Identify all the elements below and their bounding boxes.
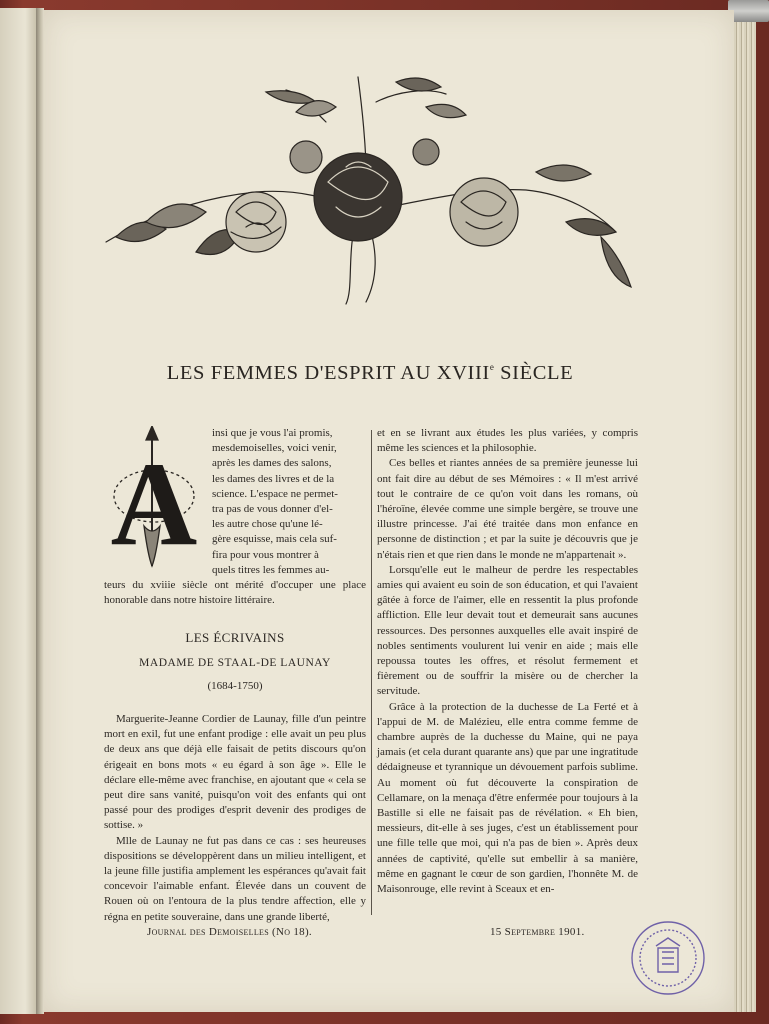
left-column <box>104 426 366 925</box>
left-page-edge <box>0 8 36 1014</box>
intro-tail: teurs du xviiie siècle ont mérité d'occuper une place honorable dans notre histoire littéraire. <box>104 579 366 607</box>
body-paragraph: et en se livrant aux études les plus variées, y compris même les sciences et la philosophie. <box>377 427 638 455</box>
title-end: SIÈCLE <box>494 362 574 384</box>
intro-line: après les dames des salons, <box>212 457 332 470</box>
intro-line: les dames des livres et de la <box>212 472 335 485</box>
intro-line: insi que je vous l'ai promis, <box>212 427 333 439</box>
library-stamp-icon <box>628 918 708 998</box>
intro-line: quels titres les femmes au- <box>212 563 330 576</box>
column-divider <box>371 430 372 915</box>
page-edges <box>734 12 756 1012</box>
body-paragraph: Lorsqu'elle eut le malheur de perdre les respectables amies qui avaient eu soin de son éducation, et qui l'avaient gâtée à force de l'aimer, elle en ressentit la plus profonde affliction. Elle leur devait tout et demeurait sans aucunes ressources. Des personnes auxquelles elle avait inspiré de nobles sentiments voulurent lui venir en aide ; mais elle repoussa toutes les offres, et résolut fermement et fièrement ou de souffrir la misère ou de chercher la servitude. <box>377 563 638 698</box>
title-superscript: e <box>489 362 495 372</box>
intro-line: les autre chose qu'une lé- <box>212 518 323 531</box>
body-paragraph: Grâce à la protection de la duchesse de La Ferté et à l'appui de M. de Malézieu, elle entra comme femme de chambre auprès de la duchesse du Maine, qui ne paya jamais (et cela durant quarante ans) que par une ingratitude dédaigneuse et tyrannique un dévouement parfois sublime. Au moment où fut découverte la conspiration de Cellamare, on la menaça d'être enfermée pour toujours à la Bastille si elle ne faisait pas de révélation. « Eh bien, messieurs, dit-elle à ses juges, c'est un établissement pour une fille telle que moi, qui n'a pas de bien ». Après deux années de captivité, qu'elle sut embellir à sa manière, même en gagnant le cœur de son gardien, l'honnête M. de Maisonrouge, elle revint à Sceaux et en- <box>377 700 638 896</box>
body-paragraph: Marguerite-Jeanne Cordier de Launay, fille d'un peintre mort en exil, fut une enfant prodige : elle avait un peu plus de deux ans que déjà elle faisait de petits discours qu'on érigeait en bons mots « eu égard à son âge ». Elle le déclare elle-même avec franchise, en ajoutant que « cela se peut dire sans vanité, puisqu'on voit des enfants qui ont passé pour des prodiges d'esprit devenir des prodiges de sottise. » <box>104 713 366 832</box>
section-heading: LES ÉCRIVAINS <box>185 630 285 646</box>
footer-date: 15 Septembre 1901. <box>490 926 585 938</box>
intro-line: science. L'espace ne permet- <box>212 487 338 500</box>
intro-line: fira pour vous montrer à <box>212 548 319 561</box>
article-title <box>100 362 640 385</box>
intro-line: gère esquisse, mais cela suf- <box>212 533 337 546</box>
metal-clip <box>728 0 769 22</box>
intro-line: tra pas de vous donner d'el- <box>212 503 333 516</box>
body-paragraph: Mlle de Launay ne fut pas dans ce cas : ses heureuses dispositions se développèrent dans un milieu intelligent, et la jeune fille justifia amplement les espérances qu'avait fait concevoir l'aimable enfant. Élevée dans un couvent de Rouen où on l'entoura de la plus tendre affection, elle y régna en petite souveraine, dans une grande liberté, <box>104 834 366 923</box>
intro-line: mesdemoiselles, voici venir, <box>212 442 337 455</box>
book-gutter <box>36 8 44 1014</box>
dropcap-illustration-icon <box>104 426 208 570</box>
right-column <box>377 426 638 897</box>
section-dates: (1684-1750) <box>207 679 263 692</box>
body-paragraph: Ces belles et riantes années de sa première jeunesse lui ont fait dire au début de ses Mémoires : « Il m'est arrivé tout le contraire de ce qu'on voit dans les romans, où l'héroïne, élevée comme une simple bergère, se trouve une illustre princesse. J'ai été traitée dans mon enfance en personne de distinction ; et par la suite je découvris que je n'étais rien et que rien dans le monde ne m'appartenait ». <box>377 457 638 561</box>
section-subheading: MADAME DE STAAL-DE LAUNAY <box>139 656 331 669</box>
footer-journal: Journal des Demoiselles (No 18). <box>147 926 312 938</box>
floral-ornament-icon <box>96 62 641 312</box>
title-main: LES FEMMES D'ESPRIT AU XVIII <box>166 362 490 384</box>
dropcap-letter: A <box>110 437 198 570</box>
